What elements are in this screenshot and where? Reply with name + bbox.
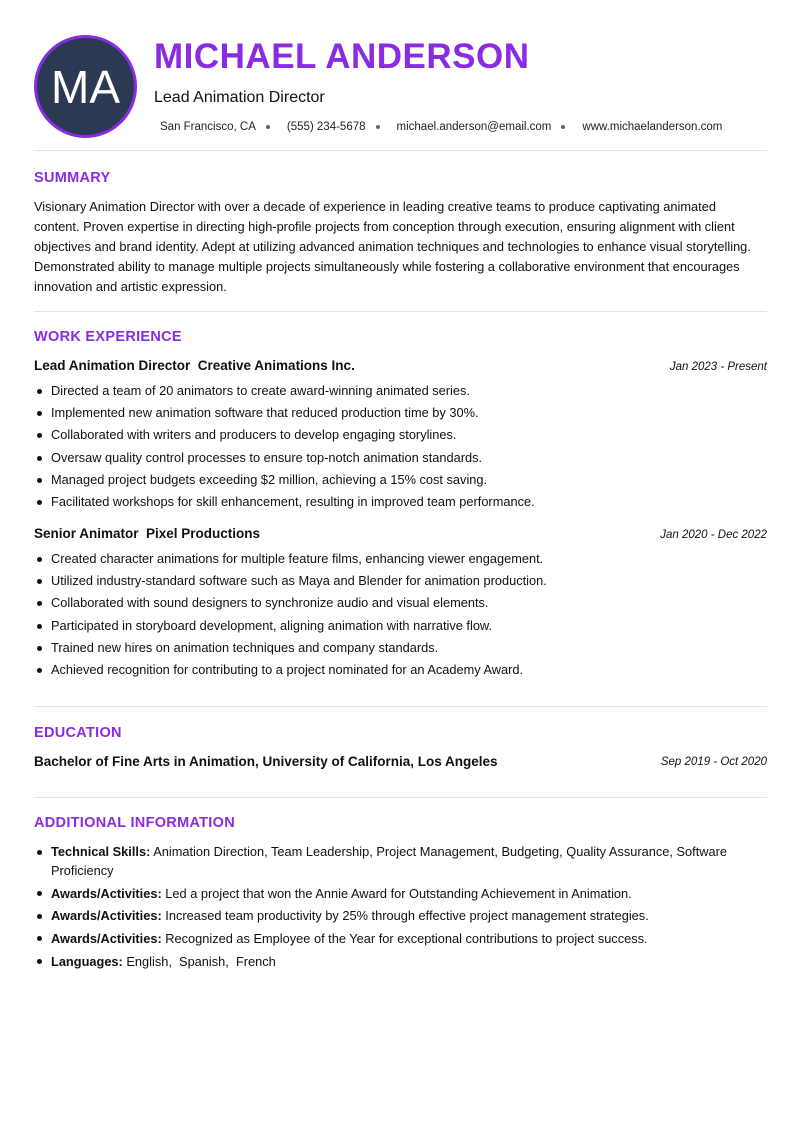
list-item (34, 842, 767, 880)
section-divider (34, 797, 767, 798)
job-dates: Jan 2020 - Dec 2022 (660, 529, 767, 541)
list-item: Managed project budgets exceeding $2 million, achieving a 15% cost saving. (34, 469, 767, 491)
item-label: Languages: (51, 953, 123, 969)
job-bullets (34, 380, 767, 513)
list-item: Collaborated with sound designers to synchronize audio and visual elements. (34, 592, 767, 614)
list-item: Collaborated with writers and producers to develop engaging storylines. (34, 424, 767, 446)
contact-line (160, 121, 722, 133)
section-divider (34, 150, 767, 151)
item-text: Increased team productivity by 25% through effective project management strategies. (165, 908, 649, 923)
item-label: Awards/Activities: (51, 908, 162, 923)
candidate-role: Lead Animation Director (154, 89, 325, 106)
separator-dot (266, 125, 270, 129)
list-item: Created character animations for multiple feature films, enhancing viewer engagement. (34, 548, 767, 570)
list-item (34, 906, 767, 925)
avatar: MA (34, 35, 137, 138)
list-item: Oversaw quality control processes to ensure top-notch animation standards. (34, 447, 767, 469)
separator-dot (561, 125, 565, 129)
item-text: Animation Direction, Team Leadership, Project Management, Budgeting, Quality Assurance, Software Proficiency (51, 844, 728, 878)
item-label: Awards/Activities: (51, 885, 162, 901)
item-text: Recognized as Employee of the Year for exceptional contributions to project success. (165, 930, 648, 946)
list-item (34, 884, 767, 903)
item-label: Technical Skills: (51, 844, 151, 859)
job-heading: Senior Animator Pixel Productions (34, 526, 261, 541)
list-item: Implemented new animation software that reduced production time by 30%. (34, 402, 767, 424)
contact-email[interactable]: michael.anderson@email.com (396, 121, 552, 133)
list-item (34, 952, 767, 971)
item-text: Led a project that won the Annie Award for Outstanding Achievement in Animation. (165, 885, 632, 901)
list-item: Trained new hires on animation techniques and company standards. (34, 637, 767, 659)
job-dates: Jan 2023 - Present (669, 361, 767, 373)
experience-heading: WORK EXPERIENCE (34, 329, 182, 345)
education-heading: EDUCATION (34, 725, 122, 741)
resume-header (34, 34, 767, 139)
list-item: Achieved recognition for contributing to a project nominated for an Academy Award. (34, 659, 767, 681)
job-bullets (34, 548, 767, 681)
degree-title: Bachelor of Fine Arts in Animation, University of California, Los Angeles (34, 754, 498, 769)
separator-dot (376, 125, 380, 129)
contact-location: San Francisco, CA (160, 121, 256, 133)
additional-list (34, 842, 767, 974)
section-divider (34, 311, 767, 312)
job-heading: Lead Animation Director Creative Animations Inc. (34, 358, 355, 373)
item-text: English, Spanish, French (126, 953, 276, 969)
list-item: Facilitated workshops for skill enhancement, resulting in improved team performance. (34, 491, 767, 513)
list-item: Participated in storyboard development, aligning animation with narrative flow. (34, 615, 767, 637)
list-item: Utilized industry-standard software such as Maya and Blender for animation production. (34, 570, 767, 592)
contact-phone: (555) 234-5678 (286, 121, 366, 133)
item-label: Awards/Activities: (51, 930, 162, 946)
education-dates: Sep 2019 - Oct 2020 (660, 756, 767, 768)
section-divider (34, 706, 767, 707)
contact-website[interactable]: www.michaelanderson.com (582, 121, 723, 133)
additional-heading: ADDITIONAL INFORMATION (34, 815, 235, 831)
list-item (34, 929, 767, 948)
list-item: Directed a team of 20 animators to create award-winning animated series. (34, 380, 767, 402)
candidate-name: MICHAEL ANDERSON (154, 37, 530, 76)
summary-text: Visionary Animation Director with over a decade of experience in leading creative teams to produce captivating animated content. Proven expertise in directing high-profile projects from conception through execution, ensuring alignment with client objectives and brand identity. Adept at utilizing advanced animation techniques and technologies to enhance visual storytelling. Demonstrated ability to manage multiple projects simultaneously while fostering a collaborative environment that encourages innovation and artistic expression. (34, 199, 751, 294)
summary-heading: SUMMARY (34, 170, 111, 186)
